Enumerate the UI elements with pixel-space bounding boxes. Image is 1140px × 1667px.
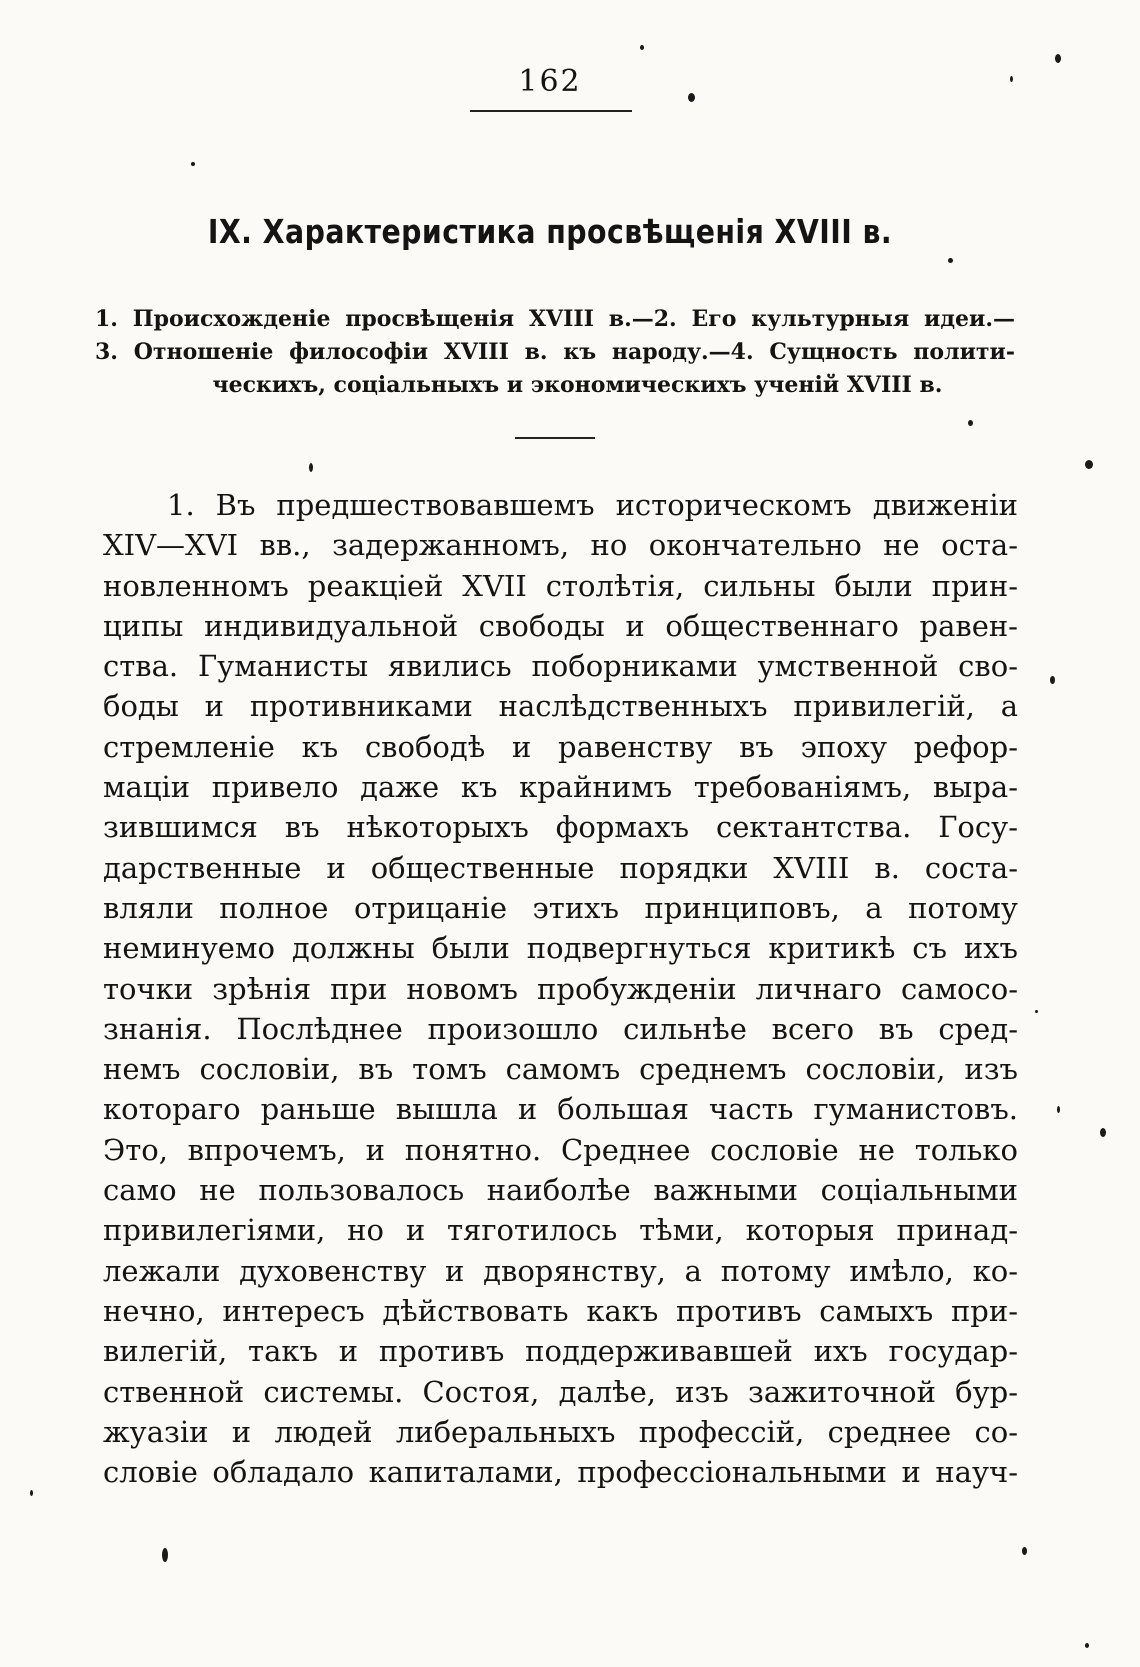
text-line: боды и противниками наслѣдственныхъ привилегій, а bbox=[103, 689, 1018, 724]
text-line: Это, впрочемъ, и понятно. Среднее сословіе не только bbox=[103, 1132, 1018, 1167]
text-line: 1. Въ предшествовавшемъ историческомъ движеніи bbox=[167, 488, 1018, 522]
ink-speck bbox=[640, 45, 644, 50]
ink-speck bbox=[191, 162, 195, 166]
ink-speck bbox=[30, 1490, 33, 1496]
text-line: словіе обладало капиталами, профессіональными и науч- bbox=[103, 1455, 1018, 1490]
page-number-rule bbox=[470, 110, 632, 112]
page-number: 162 bbox=[518, 64, 582, 99]
text-line: стремленіе къ свободѣ и равенству въ эпоху рефор- bbox=[103, 729, 1018, 764]
ink-speck bbox=[1085, 1643, 1089, 1648]
text-line: новленномъ реакціей XVII столѣтія, сильны были прин- bbox=[103, 568, 1018, 603]
section-divider bbox=[515, 437, 595, 439]
ink-speck bbox=[162, 1548, 168, 1562]
text-line: само не пользовалось наиболѣе важными соціальными bbox=[103, 1173, 1018, 1208]
text-line: вляли полное отрицаніе этихъ принциповъ, а потому bbox=[103, 890, 1018, 925]
text-line: ципы индивидуальной свободы и общественнаго равен- bbox=[103, 608, 1018, 643]
summary-line: 3. Отношеніе философіи XVIII в. къ народу.—4. Сущность полити- bbox=[95, 339, 1015, 365]
text-line: нечно, интересъ дѣйствовать какъ противъ самыхъ при- bbox=[103, 1293, 1018, 1328]
ink-speck bbox=[309, 463, 313, 472]
ink-speck bbox=[688, 93, 695, 102]
text-line: XIV—XVI вв., задержанномъ, но окончательно не оста- bbox=[103, 528, 1018, 563]
ink-speck bbox=[1100, 1128, 1106, 1137]
ink-speck bbox=[1085, 460, 1093, 469]
chapter-summary bbox=[95, 303, 1015, 402]
ink-speck bbox=[1035, 1010, 1038, 1013]
text-line: вилегій, такъ и противъ поддерживавшей ихъ государ- bbox=[103, 1334, 1018, 1369]
ink-speck bbox=[1022, 1547, 1027, 1555]
text-line: знанія. Послѣднее произошло сильнѣе всего въ сред- bbox=[103, 1011, 1018, 1046]
text-line: маціи привело даже къ крайнимъ требованіямъ, выра- bbox=[103, 770, 1018, 805]
ink-speck bbox=[968, 420, 973, 426]
ink-speck bbox=[1057, 1106, 1060, 1113]
text-line: привилегіями, но и тяготилось тѣми, которыя принад- bbox=[103, 1213, 1018, 1248]
text-line: котораго раньше вышла и большая часть гуманистовъ. bbox=[103, 1092, 1018, 1127]
text-line: зившимся въ нѣкоторыхъ формахъ сектантства. Госу- bbox=[103, 810, 1018, 845]
text-line: немъ сословіи, въ томъ самомъ среднемъ сословіи, изъ bbox=[103, 1052, 1018, 1087]
chapter-title: IX. Характеристика просвѣщенія XVIII в. bbox=[207, 212, 893, 251]
text-line: дарственные и общественные порядки XVIII в. соста- bbox=[103, 850, 1018, 885]
text-line: ственной системы. Состоя, далѣе, изъ зажиточной бур- bbox=[103, 1374, 1018, 1409]
text-line: неминуемо должны были подвергнуться критикѣ съ ихъ bbox=[103, 931, 1018, 966]
text-line: жуазіи и людей либеральныхъ профессій, среднее со- bbox=[103, 1414, 1018, 1449]
text-line: лежали духовенству и дворянству, а потому имѣло, ко- bbox=[103, 1253, 1018, 1288]
text-line: ства. Гуманисты явились поборниками умственной сво- bbox=[103, 649, 1018, 684]
ink-speck bbox=[948, 258, 953, 263]
summary-line: ческихъ, соціальныхъ и экономическихъ ученій XVIII в. bbox=[212, 372, 943, 398]
ink-speck bbox=[1010, 76, 1013, 82]
ink-speck bbox=[1055, 54, 1061, 63]
summary-line: 1. Происхожденіе просвѣщенія XVIII в.—2. Его культурныя идеи.— bbox=[95, 306, 1015, 332]
text-line: точки зрѣнія при новомъ пробужденіи личнаго самосо- bbox=[103, 971, 1018, 1006]
ink-speck bbox=[1050, 676, 1055, 684]
body-text bbox=[103, 485, 1018, 1492]
